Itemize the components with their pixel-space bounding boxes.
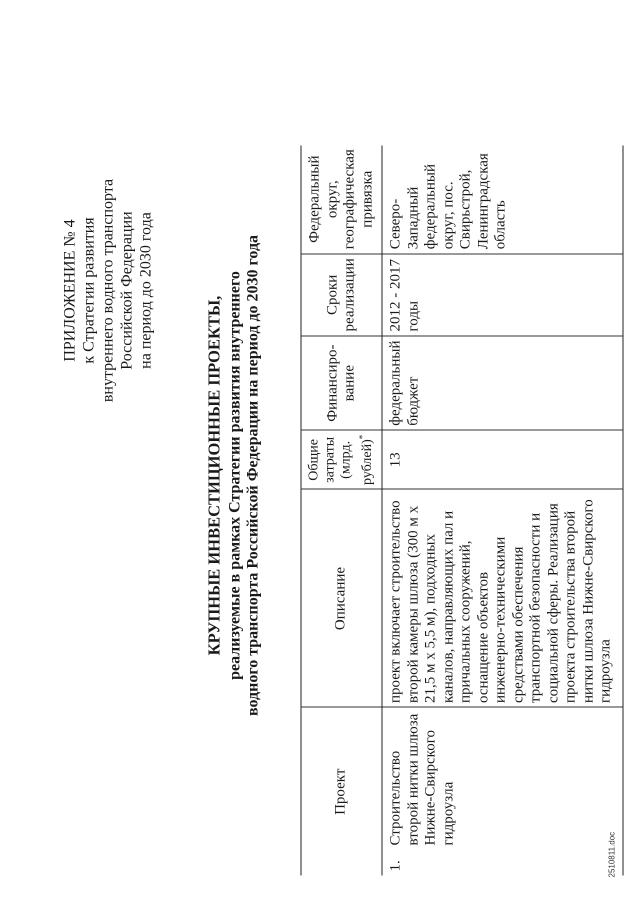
cell-cost: 13 bbox=[382, 430, 623, 489]
header-project: Проект bbox=[301, 707, 382, 875]
footnote-mark: * bbox=[357, 434, 368, 439]
projects-table bbox=[300, 145, 623, 875]
appendix-line: на период до 2030 года bbox=[137, 211, 154, 369]
row-number: 1. bbox=[387, 859, 403, 871]
header-description: Описание bbox=[301, 489, 382, 707]
table-row bbox=[382, 145, 623, 875]
appendix-line: к Стратегии развития bbox=[80, 216, 97, 364]
cell-project bbox=[382, 707, 623, 875]
cell-description: проект включает строительство второй камеры шлюза (300 м х 21,5 м х 5,5 м), подходных каналов, направляющих пал и причальных сооружений, оснащение объектов инженерно-техническими средствами обеспечения транспортной безопасности и социальной сферы. Реализация проекта строительства второй нитки шлюза Нижне-Свирского гидроузла bbox=[382, 489, 623, 707]
cell-financing: федеральный бюджет bbox=[382, 336, 623, 430]
document-title bbox=[205, 145, 262, 805]
title-subline: реализуемые в рамках Стратегии развития внутреннего bbox=[226, 270, 243, 680]
title-main: КРУПНЫЕ ИНВЕСТИЦИОННЫЕ ПРОЕКТЫ, bbox=[204, 295, 223, 655]
doc-code: 2510811.doc bbox=[607, 831, 616, 877]
header-financing: Финансиро-вание bbox=[301, 336, 382, 430]
header-cost-line: затраты bbox=[322, 436, 338, 483]
appendix-line: Российской Федерации bbox=[118, 210, 135, 370]
header-district: Федеральный округ, географическая привязка bbox=[301, 145, 382, 254]
table-header-row bbox=[301, 145, 382, 875]
header-cost-line: Общие bbox=[306, 438, 322, 481]
appendix-block bbox=[60, 110, 155, 470]
header-cost bbox=[301, 430, 382, 489]
appendix-line: ПРИЛОЖЕНИЕ № 4 bbox=[61, 218, 78, 362]
cell-dates: 2012 - 2017 годы bbox=[382, 253, 623, 335]
title-subline: водного транспорта Российской Федерации на период до 2030 года bbox=[244, 234, 261, 716]
header-cost-line: рублей) bbox=[359, 438, 375, 485]
appendix-line: внутреннего водного транспорта bbox=[99, 178, 116, 402]
project-name: Строительство второй нитки шлюза Нижне-Свирского гидроузла bbox=[387, 713, 456, 845]
header-cost-line: (млрд. bbox=[338, 440, 354, 479]
cell-district: Северо-Западный федеральный округ, пос. Свирьстрой, Ленинградская область bbox=[382, 145, 623, 254]
header-dates: Сроки реализации bbox=[301, 253, 382, 335]
